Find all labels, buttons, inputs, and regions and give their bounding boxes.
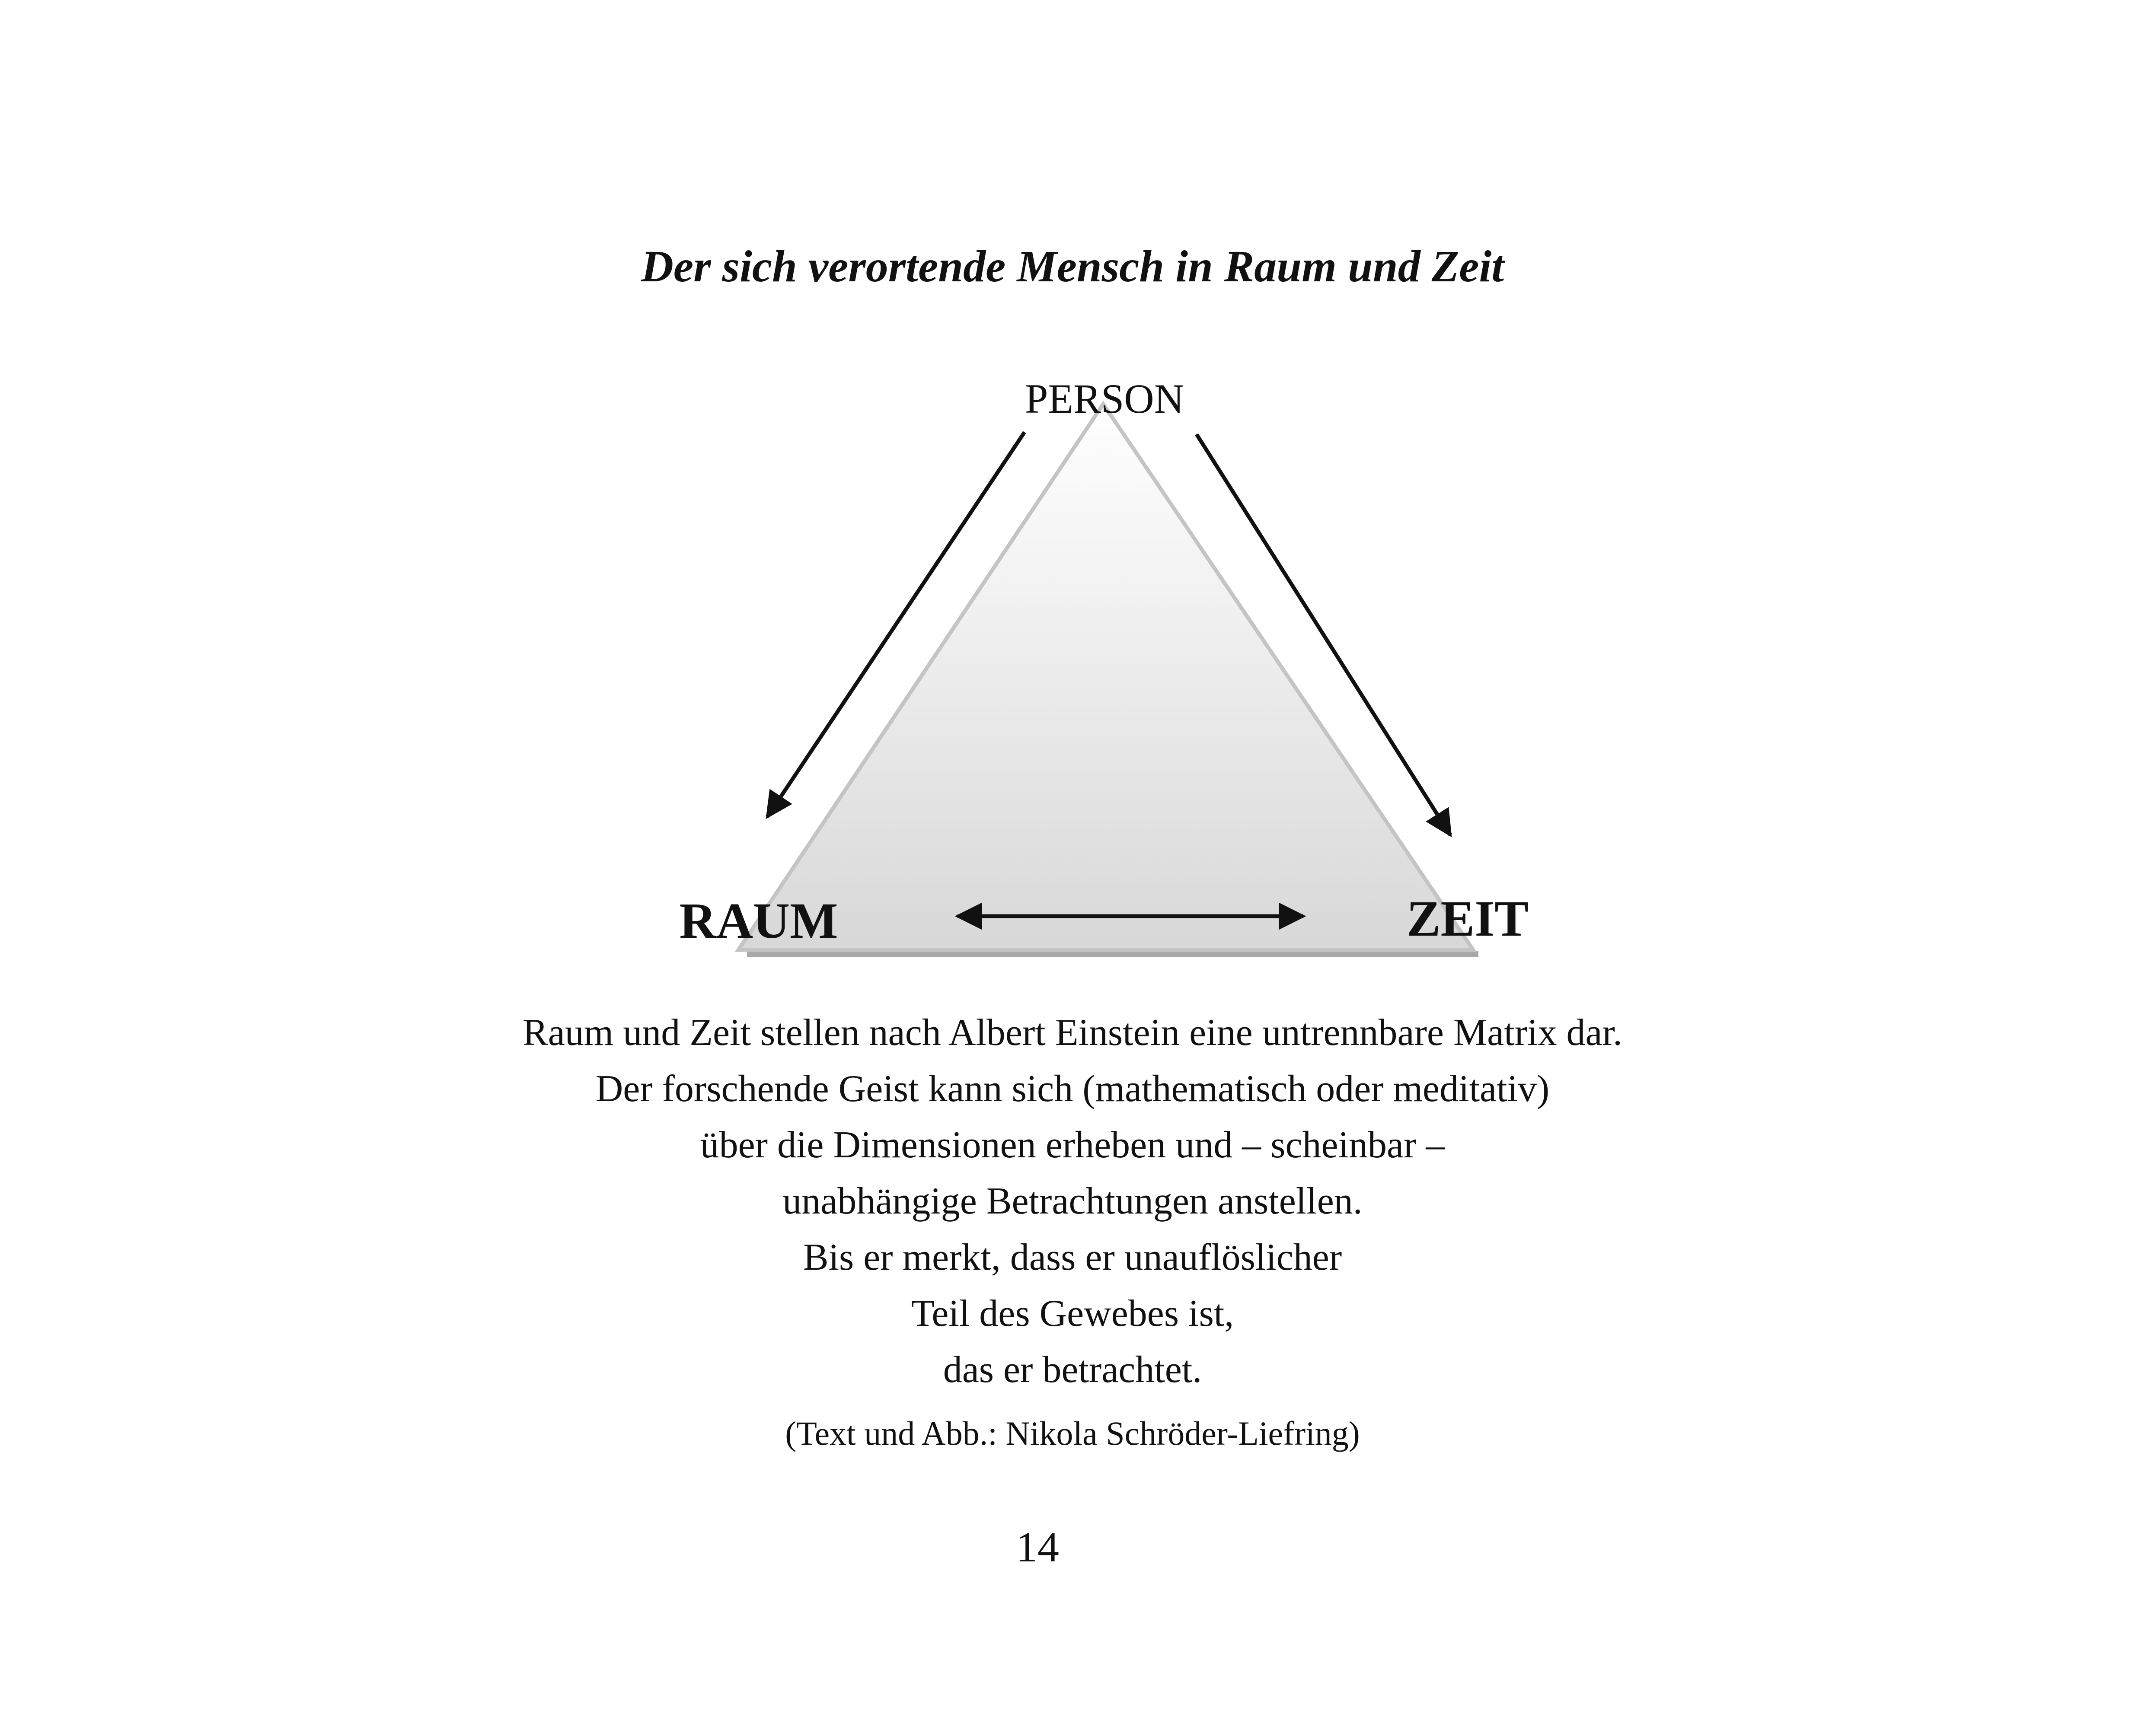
poem-line: Bis er merkt, dass er unauflöslicher — [803, 1236, 1342, 1278]
poem-line: Raum und Zeit stellen nach Albert Einstein eine untrennbare Matrix dar. — [523, 1012, 1622, 1054]
label-raum: RAUM — [679, 892, 838, 949]
poem-line: das er betrachtet. — [943, 1349, 1202, 1391]
poem-line: unabhängige Betrachtungen anstellen. — [782, 1180, 1363, 1222]
poem-line: Der forschende Geist kann sich (mathematisch oder meditativ) — [595, 1068, 1550, 1110]
poem-text — [0, 1005, 2145, 1398]
page-title: Der sich verortende Mensch in Raum und Zeit — [641, 242, 1504, 291]
label-zeit: ZEIT — [1406, 890, 1529, 947]
page-number: 14 — [1016, 1523, 1059, 1571]
poem-line: über die Dimensionen erheben und – scheinbar – — [700, 1124, 1445, 1166]
poem-line: Teil des Gewebes ist, — [911, 1293, 1234, 1335]
triangle-shape — [738, 404, 1473, 950]
image-credit: (Text und Abb.: Nikola Schröder-Liefring) — [785, 1414, 1360, 1452]
label-person: PERSON — [1025, 376, 1184, 422]
